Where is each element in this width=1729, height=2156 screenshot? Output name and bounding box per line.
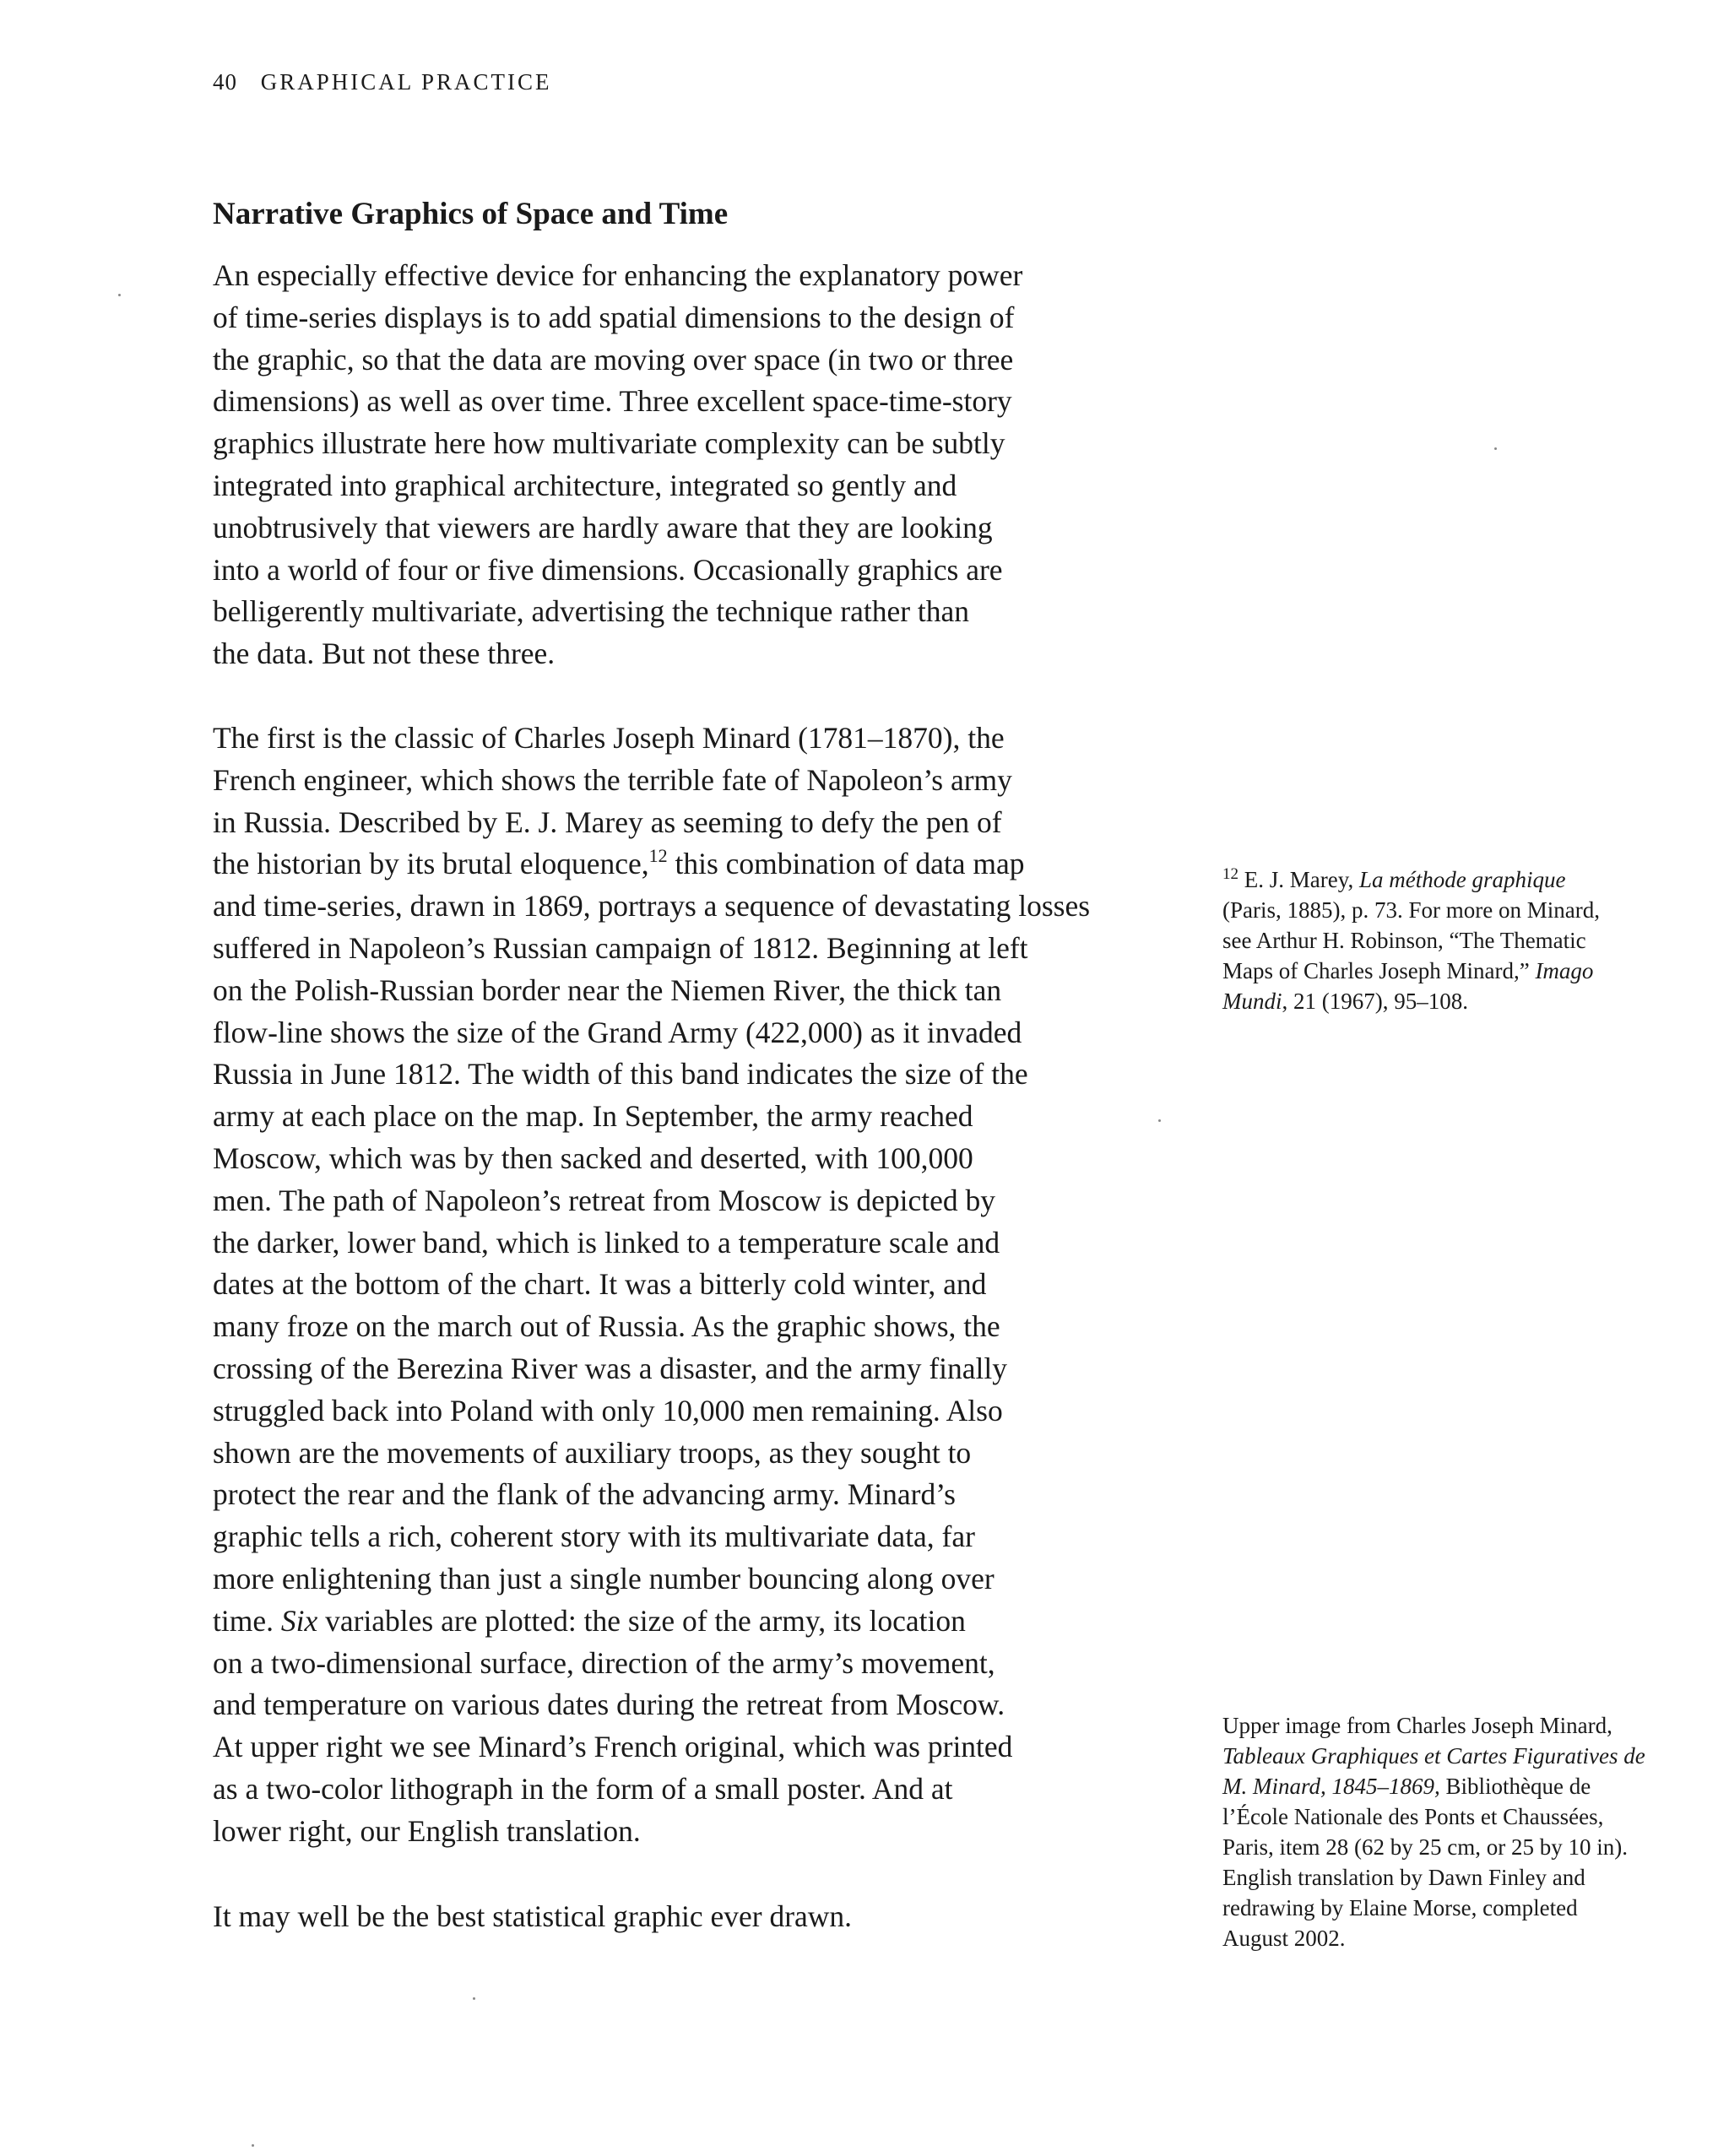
text-fragment: Bibliothèque de — [1439, 1774, 1591, 1799]
text-fragment: Maps of Charles Joseph Minard,” — [1222, 958, 1536, 983]
footnote-line: (Paris, 1885), p. 73. For more on Minard, — [1222, 897, 1600, 923]
text-line: An especially effective device for enhancing the explanatory power — [213, 258, 1023, 292]
caption-line — [1222, 1771, 1712, 1801]
footnote-12 — [1222, 864, 1712, 1016]
caption-line: August 2002. — [1222, 1926, 1346, 1951]
text-line: into a world of four or five dimensions. Occasionally graphics are — [213, 552, 1003, 587]
text-line-with-footnote-ref — [213, 843, 1141, 886]
footnote-line — [1222, 956, 1712, 986]
text-line: dimensions) as well as over time. Three excellent space-time-story — [213, 384, 1012, 419]
text-line: It may well be the best statistical graphic ever drawn. — [213, 1899, 853, 1934]
text-line: unobtrusively that viewers are hardly aware that they are looking — [213, 510, 993, 544]
main-text-column — [213, 255, 1141, 1980]
footnote-reference-12[interactable]: 12 — [648, 845, 668, 867]
caption-line: redrawing by Elaine Morse, completed — [1222, 1895, 1578, 1920]
footnote-line: see Arthur H. Robinson, “The Thematic — [1222, 928, 1586, 953]
text-line: men. The path of Napoleon’s retreat from Moscow is depicted by — [213, 1183, 996, 1217]
scan-speck — [1494, 447, 1497, 450]
text-fragment: this combination of data map — [667, 847, 1025, 881]
text-line: lower right, our English translation. — [213, 1813, 641, 1848]
text-line: the darker, lower band, which is linked to a temperature scale and — [213, 1225, 1000, 1259]
text-line: on the Polish-Russian border near the Niemen River, the thick tan — [213, 972, 1002, 1007]
scan-speck — [118, 294, 121, 296]
text-line: protect the rear and the flank of the advancing army. Minard’s — [213, 1477, 956, 1512]
caption-line: Upper image from Charles Joseph Minard, — [1222, 1713, 1612, 1738]
text-fragment: , 21 (1967), 95–108. — [1282, 989, 1468, 1014]
text-fragment: the historian by its brutal eloquence, — [213, 847, 649, 881]
caption-line: Paris, item 28 (62 by 25 cm, or 25 by 10 in). — [1222, 1834, 1628, 1860]
figure-caption — [1222, 1710, 1712, 1953]
text-line-with-italic — [213, 1601, 1141, 1643]
running-head — [213, 71, 552, 94]
journal-title: Imago — [1535, 958, 1594, 983]
text-line: belligerently multivariate, advertising the technique rather than — [213, 594, 970, 629]
paragraph-conclusion — [213, 1896, 1141, 1938]
scan-speck — [252, 2144, 254, 2147]
emphasis-six: Six — [280, 1603, 318, 1638]
footnote-number: 12 — [1222, 865, 1238, 883]
running-head-section: GRAPHICAL PRACTICE — [260, 69, 552, 95]
scan-speck — [1158, 1119, 1161, 1122]
text-line: integrated into graphical architecture, integrated so gently and — [213, 468, 957, 502]
text-line: army at each place on the map. In September, the army reached — [213, 1099, 973, 1134]
paragraph-minard — [213, 718, 1141, 1853]
scan-speck — [473, 1997, 475, 2000]
text-line: graphic tells a rich, coherent story with its multivariate data, far — [213, 1519, 975, 1554]
text-line: Russia in June 1812. The width of this band indicates the size of the — [213, 1057, 1028, 1092]
text-line: flow-line shows the size of the Grand Army (422,000) as it invaded — [213, 1015, 1022, 1049]
text-line: crossing of the Berezina River was a disaster, and the army finally — [213, 1351, 1007, 1385]
text-line: struggled back into Poland with only 10,000 men remaining. Also — [213, 1393, 1003, 1427]
text-line: the graphic, so that the data are moving over space (in two or three — [213, 342, 1014, 376]
text-fragment: time. — [213, 1603, 281, 1638]
text-line: many froze on the march out of Russia. As the graphic shows, the — [213, 1309, 1000, 1344]
text-line: of time-series displays is to add spatial dimensions to the design of — [213, 300, 1015, 334]
text-line: Moscow, which was by then sacked and deserted, with 100,000 — [213, 1140, 973, 1175]
text-line: The first is the classic of Charles Joseph Minard (1781–1870), the — [213, 720, 1005, 755]
caption-line — [1222, 1741, 1712, 1771]
text-line: dates at the bottom of the chart. It was a bitterly cold winter, and — [213, 1267, 987, 1302]
footnote-line — [1222, 986, 1712, 1016]
work-title: Tableaux Graphiques et Cartes Figuratives de — [1222, 1743, 1645, 1769]
page-number: 40 — [213, 69, 237, 95]
caption-line: English translation by Dawn Finley and — [1222, 1865, 1585, 1890]
paragraph-intro — [213, 255, 1141, 675]
text-line: in Russia. Described by E. J. Marey as seeming to defy the pen of — [213, 804, 1002, 839]
footnote-line — [1222, 864, 1712, 895]
text-fragment: E. J. Marey, — [1238, 867, 1359, 892]
journal-title: Mundi — [1222, 989, 1282, 1014]
text-fragment: variables are plotted: the size of the army, its location — [317, 1603, 966, 1638]
text-line: French engineer, which shows the terrible fate of Napoleon’s army — [213, 762, 1012, 797]
text-line: more enlightening than just a single number bouncing along over — [213, 1561, 995, 1595]
text-line: the data. But not these three. — [213, 637, 556, 671]
work-title: M. Minard, 1845–1869, — [1222, 1774, 1440, 1799]
text-line: graphics illustrate here how multivariate complexity can be subtly — [213, 426, 1005, 461]
text-line: At upper right we see Minard’s French original, which was printed — [213, 1730, 1013, 1764]
text-line: shown are the movements of auxiliary troops, as they sought to — [213, 1435, 972, 1470]
text-line: suffered in Napoleon’s Russian campaign of 1812. Beginning at left — [213, 930, 1028, 965]
caption-line: l’École Nationale des Ponts et Chaussées, — [1222, 1804, 1604, 1829]
text-line: as a two-color lithograph in the form of a small poster. And at — [213, 1771, 953, 1806]
text-line: on a two-dimensional surface, direction of the army’s movement, — [213, 1645, 995, 1680]
text-line: and time-series, drawn in 1869, portrays a sequence of devastating losses — [213, 889, 1091, 924]
book-title: La méthode graphique — [1358, 867, 1566, 892]
section-heading: Narrative Graphics of Space and Time — [213, 197, 729, 231]
text-line: and temperature on various dates during the retreat from Moscow. — [213, 1687, 1005, 1722]
